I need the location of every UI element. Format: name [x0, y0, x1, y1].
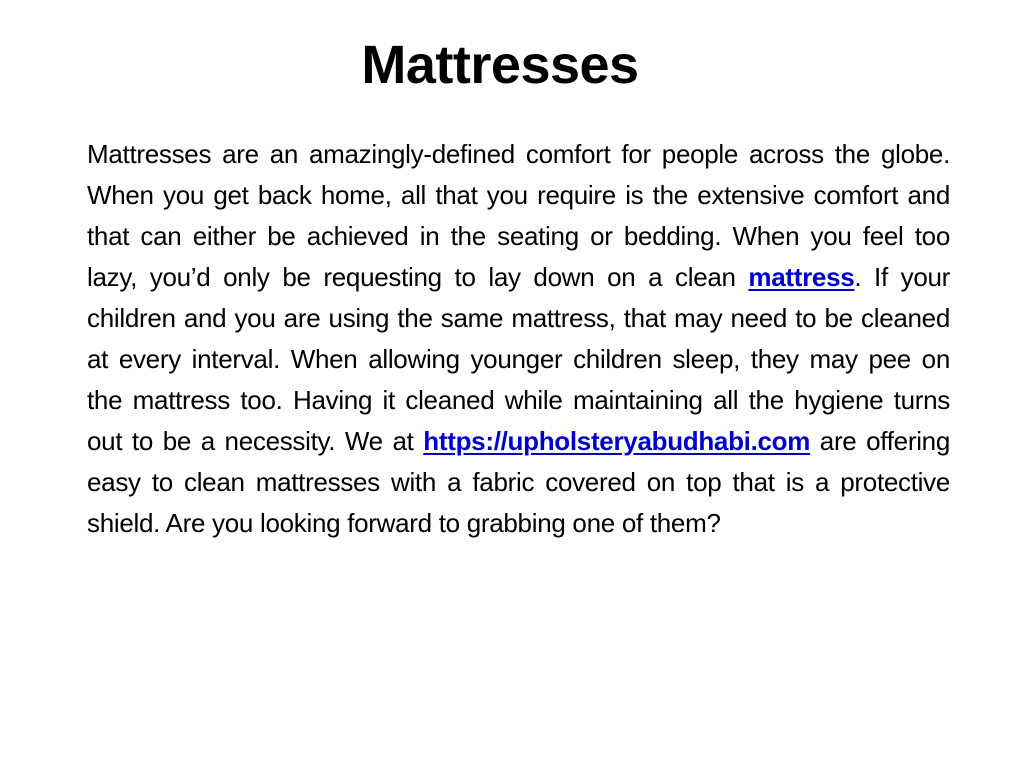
- slide-title: Mattresses: [361, 35, 639, 95]
- body-text-part-3: are offering easy to clean mattresses with a fabric covered on top that is a protective shield. Are you looking forward to grabbing one of them?: [87, 426, 950, 538]
- upholstery-website-link[interactable]: https://upholsteryabudhabi.com: [423, 426, 811, 456]
- slide-body-paragraph: [87, 134, 950, 544]
- body-text-part-1: Mattresses are an amazingly-defined comfort for people across the globe. When you get back home, all that you require is the extensive comfort and that can either be achieved in the seating or bedding. When you feel too lazy, you’d only be requesting to lay down on a clean: [87, 139, 950, 292]
- body-text-part-2: . If your children and you are using the same mattress, that may need to be cleaned at every interval. When allowing younger children sleep, they may pee on the mattress too. Having it cleaned while maintaining all the hygiene turns out to be a necessity. We at: [87, 262, 951, 456]
- mattress-link[interactable]: mattress: [748, 262, 855, 292]
